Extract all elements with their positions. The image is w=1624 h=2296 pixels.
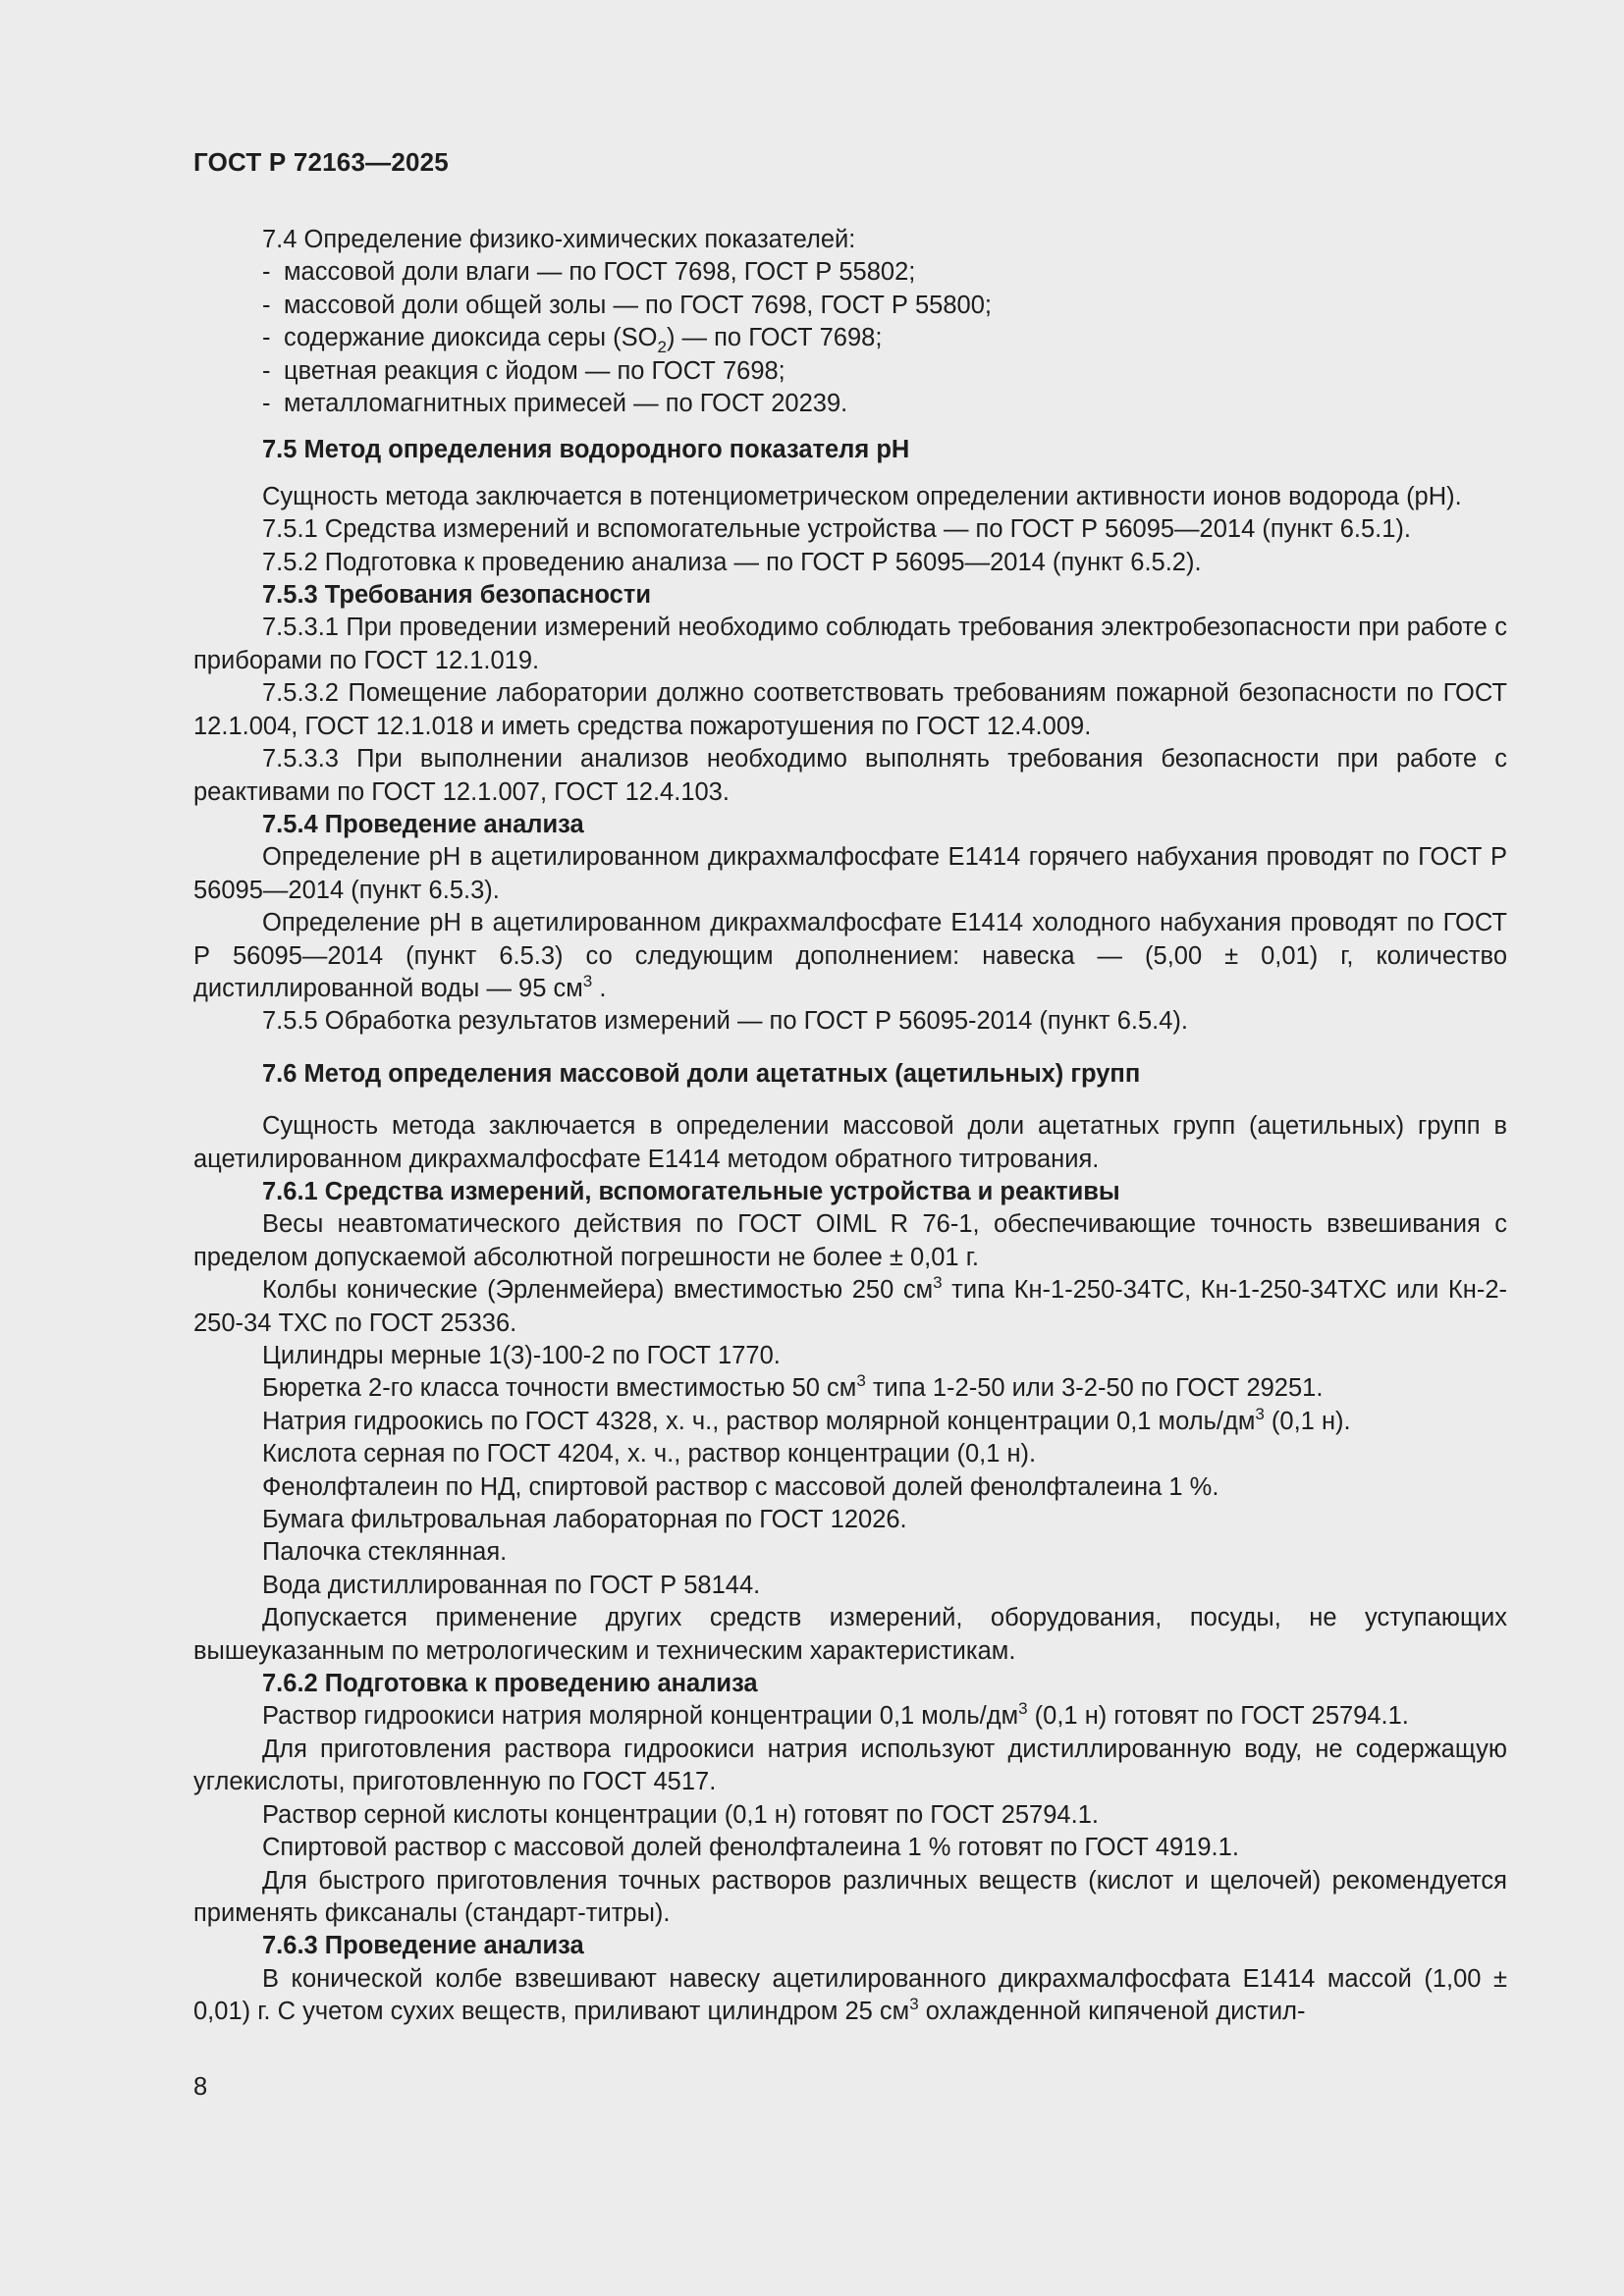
paragraph	[193, 1274, 1507, 1340]
paragraph	[193, 1372, 1507, 1405]
section-7-6-title: 7.6 Метод определения массовой доли ацетатных (ацетильных) групп	[262, 1059, 1141, 1088]
paragraph: Сущность метода заключается в определении массовой доли ацетатных групп (ацетильных) групп в ацетилированном дикрахмалфосфате Е1414 методом обратного титрования.	[193, 1112, 1507, 1173]
paragraph: Кислота серная по ГОСТ 4204, х. ч., раствор концентрации (0,1 н).	[262, 1440, 1037, 1468]
paragraph: Раствор серной кислоты концентрации (0,1 н) готовят по ГОСТ 25794.1.	[262, 1800, 1099, 1829]
list-item-text: массовой доли общей золы — по ГОСТ 7698, ГОСТ Р 55800;	[284, 291, 992, 319]
paragraph	[193, 1700, 1507, 1733]
list-item	[193, 322, 1507, 357]
list-item	[193, 256, 1507, 289]
paragraph-text: охлажденной кипяченой дистил-	[918, 1998, 1306, 2026]
list-dash: -	[262, 291, 271, 319]
superscript: 3	[1255, 1404, 1265, 1423]
paragraph-text: Колбы конические (Эрленмейера) вместимостью 250 см	[262, 1276, 934, 1305]
list-dash: -	[262, 356, 271, 385]
paragraph-text: типа Кн-1-250-34ТС, Кн-1-250-34ТХС или Кн-2-250-34 ТХС по ГОСТ 25336.	[193, 1276, 1507, 1337]
list-item-text: содержание диоксида серы (SO	[284, 324, 658, 352]
paragraph-text: (0,1 н).	[1264, 1407, 1351, 1435]
list-item-text: металломагнитных примесей — по ГОСТ 20239.	[284, 390, 848, 418]
superscript: 3	[909, 1995, 919, 2014]
paragraph: Спиртовой раствор с массовой долей фенолфталеина 1 % готовят по ГОСТ 4919.1.	[262, 1834, 1239, 1862]
document-body	[193, 224, 1507, 2029]
paragraph-text: В конической колбе взвешивают навеску ацетилированного дикрахмалфосфата Е1414 массой (1,00 ± 0,01) г. С учетом сухих веществ, приливают цилиндром 25 см	[193, 1964, 1507, 2026]
page-number: 8	[193, 2073, 208, 2101]
superscript: 3	[933, 1273, 943, 1293]
subsection-title: 7.6.3 Проведение анализа	[262, 1932, 584, 1960]
list-item	[193, 290, 1507, 322]
paragraph: Для быстрого приготовления точных растворов различных веществ (кислот и щелочей) рекомендуется применять фиксаналы (стандарт-титры).	[193, 1866, 1507, 1927]
paragraph-text: типа 1-2-50 или 3-2-50 по ГОСТ 29251.	[865, 1374, 1324, 1403]
list-item-text: цветная реакция с йодом — по ГОСТ 7698;	[284, 356, 785, 385]
superscript: 3	[1018, 1699, 1028, 1719]
paragraph: 7.5.2 Подготовка к проведению анализа — по ГОСТ Р 56095—2014 (пункт 6.5.2).	[262, 548, 1202, 576]
paragraph-text: Определение рН в ацетилированном дикрахмалфосфате Е1414 холодного набухания проводят по ГОСТ Р 56095—2014 (пункт 6.5.3) со следующим дополнением: навеска — (5,00 ± 0,01) г, количество дистиллированной воды — 95 см	[193, 909, 1507, 1002]
list-dash: -	[262, 324, 271, 352]
paragraph: Сущность метода заключается в потенциометрическом определении активности ионов водорода (рН).	[262, 482, 1462, 510]
paragraph-text: .	[592, 974, 607, 1002]
subsection-title: 7.6.2 Подготовка к проведению анализа	[262, 1670, 758, 1698]
list-item-text: массовой доли влаги — по ГОСТ 7698, ГОСТ Р 55802;	[284, 258, 916, 287]
document-header: ГОСТ Р 72163—2025	[193, 147, 449, 177]
paragraph-text: (0,1 н) готовят по ГОСТ 25794.1.	[1027, 1702, 1409, 1731]
list-item	[193, 388, 1507, 420]
paragraph: Фенолфталеин по НД, спиртовой раствор с массовой долей фенолфталеина 1 %.	[262, 1472, 1219, 1501]
paragraph: 7.5.5 Обработка результатов измерений — по ГОСТ Р 56095-2014 (пункт 6.5.4).	[262, 1007, 1188, 1036]
superscript: 3	[856, 1371, 866, 1391]
list-dash: -	[262, 258, 271, 287]
paragraph	[193, 1963, 1507, 2029]
paragraph: 7.5.1 Средства измерений и вспомогательные устройства — по ГОСТ Р 56095—2014 (пункт 6.5.1).	[262, 515, 1411, 544]
section-7-4-title: 7.4 Определение физико-химических показателей:	[262, 226, 856, 253]
subsection-title: 7.5.3 Требования безопасности	[262, 581, 652, 610]
paragraph: Бумага фильтровальная лабораторная по ГОСТ 12026.	[262, 1506, 907, 1534]
subsection-title: 7.6.1 Средства измерений, вспомогательные устройства и реактивы	[262, 1177, 1120, 1205]
paragraph: Для приготовления раствора гидроокиси натрия используют дистиллированную воду, не содержащую углекислоты, приготовленную по ГОСТ 4517.	[193, 1735, 1507, 1796]
paragraph: Вода дистиллированная по ГОСТ Р 58144.	[262, 1571, 761, 1599]
list-dash: -	[262, 390, 271, 418]
list-item	[193, 355, 1507, 388]
paragraph: 7.5.3.3 При выполнении анализов необходимо выполнять требования безопасности при работе с реактивами по ГОСТ 12.1.007, ГОСТ 12.4.103.	[193, 745, 1507, 806]
paragraph: Допускается применение других средств измерений, оборудования, посуды, не уступающих вышеуказанным по метрологическим и техническим характеристикам.	[193, 1604, 1507, 1665]
section-7-5-title: 7.5 Метод определения водородного показателя рН	[262, 436, 910, 464]
paragraph: Определение рН в ацетилированном дикрахмалфосфате Е1414 горячего набухания проводят по ГОСТ Р 56095—2014 (пункт 6.5.3).	[193, 843, 1507, 904]
paragraph: 7.5.3.2 Помещение лаборатории должно соответствовать требованиям пожарной безопасности по ГОСТ 12.1.004, ГОСТ 12.1.018 и иметь средства пожаротушения по ГОСТ 12.4.009.	[193, 679, 1507, 740]
paragraph: Палочка стеклянная.	[262, 1538, 508, 1567]
paragraph-text: Раствор гидроокиси натрия молярной концентрации 0,1 моль/дм	[262, 1702, 1019, 1731]
paragraph: Весы неавтоматического действия по ГОСТ OIML R 76-1, обеспечивающие точность взвешивания с пределом допускаемой абсолютной погрешности не более ± 0,01 г.	[193, 1210, 1507, 1271]
subsection-title: 7.5.4 Проведение анализа	[262, 810, 584, 838]
paragraph: 7.5.3.1 При проведении измерений необходимо соблюдать требования электробезопасности при работе с приборами по ГОСТ 12.1.019.	[193, 614, 1507, 674]
list-item-text: ) — по ГОСТ 7698;	[666, 324, 883, 352]
paragraph: Цилиндры мерные 1(3)-100-2 по ГОСТ 1770.	[262, 1342, 781, 1369]
subscript: 2	[657, 338, 667, 357]
paragraph-text: Натрия гидроокись по ГОСТ 4328, х. ч., раствор молярной концентрации 0,1 моль/дм	[262, 1407, 1256, 1435]
paragraph-text: Бюретка 2-го класса точности вместимостью 50 см	[262, 1374, 857, 1403]
paragraph	[193, 1406, 1507, 1438]
superscript: 3	[582, 971, 593, 990]
paragraph	[193, 907, 1507, 1005]
